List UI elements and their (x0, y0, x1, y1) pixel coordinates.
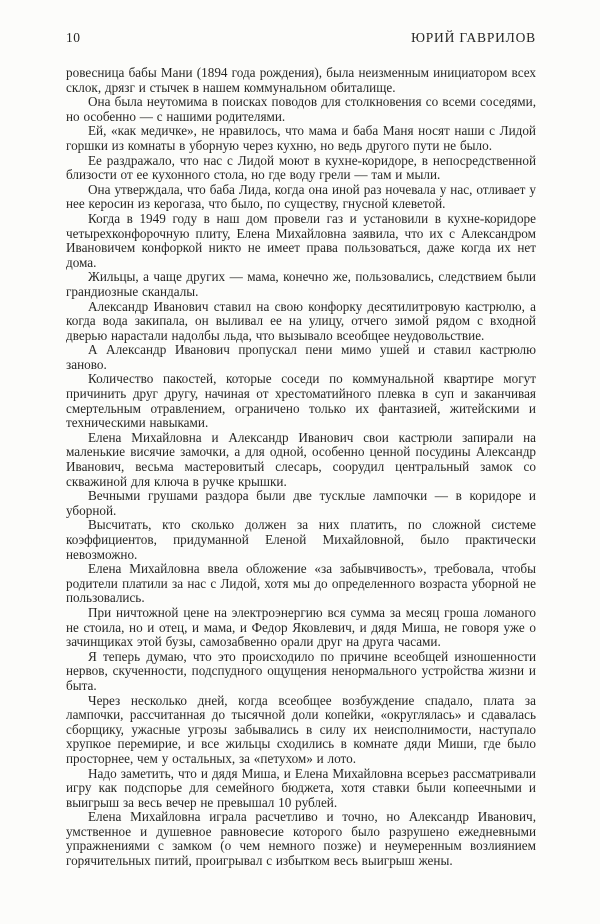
paragraph: Елена Михайловна ввела обложение «за забывчивость», требовала, чтобы родители платили за нас с Лидой, хотя мы до определенного возраста уборной не пользовались. (66, 561, 536, 606)
running-head-author: ЮРИЙ ГАВРИЛОВ (411, 30, 536, 45)
paragraph: Когда в 1949 году в наш дом провели газ и установили в кухне-коридоре четырехконфорочную плиту, Елена Михайловна заявила, что их с Александром Ивановичем конфоркой никто не имеет права пользоваться, даже когда их нет дома. (66, 210, 536, 270)
paragraph: Высчитать, кто сколько должен за них платить, по сложной системе коэффициентов, придуманной Еленой Михайловной, было практически невозможно. (66, 517, 536, 562)
paragraph: Вечными грушами раздора были две тусклые лампочки — в коридоре и уборной. (66, 488, 536, 518)
paragraph: Елена Михайловна и Александр Иванович свои кастрюли запирали на маленькие висячие замочки, а для одной, особенно ценной посудины Александр Иванович, весьма мастеровитый слесарь, соорудил центральный замок со скважиной для ключа в ручке крышки. (66, 429, 536, 489)
paragraph: Надо заметить, что и дядя Миша, и Елена Михайловна всерьез рассматривали игру как подспорье для семейного бюджета, хотя ставки были копеечными и выигрыш за весь вечер не превышал 10 рублей. (66, 765, 536, 810)
paragraph: Количество пакостей, которые соседи по коммунальной квартире могут причинить друг другу, начиная от хрестоматийного плевка в суп и заканчивая смертельным отравлением, ограничено только их фантазией, житейскими и техническими навыками. (66, 371, 536, 431)
paragraph: Она утверждала, что баба Лида, когда она иной раз ночевала у нас, отливает у нее керосин из керогаза, что было, по существу, гнусной клеветой. (66, 181, 536, 212)
running-header (66, 30, 536, 46)
text-block (66, 66, 536, 869)
paragraph: Ее раздражало, что нас с Лидой моют в кухне-коридоре, в непосредственной близости от ее кухонного стола, но где воду грели — там и мыли. (66, 152, 536, 183)
paragraph: А Александр Иванович пропускал пени мимо ушей и ставил кастрюлю заново. (66, 342, 536, 372)
page-number: 10 (66, 30, 81, 45)
paragraph: Александр Иванович ставил на свою конфорку десятилитровую кастрюлю, а когда вода закипала, он выливал ее на улицу, отчего зимой рядом с входной дверью нарастали надолбы льда, что вызывало всеобщее неудовольствие. (66, 298, 536, 343)
paragraph: ровесница бабы Мани (1894 года рождения), была неизменным инициатором всех склок, дрязг и стычек в нашем коммунальном обиталище. (66, 65, 536, 95)
paragraph: Через несколько дней, когда всеобщее возбуждение спадало, плата за лампочки, рассчитанная до тысячной доли копейки, «округлялась» и сдавалась сборщику, ужасные угрозы забывались в силу их неисполнимости, наступало хрупкое перемирие, и все жильцы сходились в комнате дяди Миши, где было просторнее, чем у остальных, за «петухом» и лото. (66, 692, 536, 766)
paragraph: При ничтожной цене на электроэнергию вся сумма за месяц гроша ломаного не стоила, но и отец, и мама, и Федор Яковлевич, и дядя Миша, не говоря уже о зачинщиках этой бузы, самозабвенно орали друг на друга часами. (66, 604, 536, 650)
paragraph: Я теперь думаю, что это происходило по причине всеобщей изношенности нервов, скученности, подспудного ощущения ненормального устройства жизни и быта. (66, 648, 536, 693)
paragraph: Елена Михайловна играла расчетливо и точно, но Александр Иванович, умственное и душевное равновесие которого было разрушено ежедневными упражнениями с замком (о чем немного позже) и неумеренным возлиянием горячительных питий, проигрывал с избытком весь выигрыш жены. (66, 809, 536, 869)
paragraph: Ей, «как медичке», не нравилось, что мама и баба Маня носят наши с Лидой горшки из комнаты в уборную через кухню, но ведь другого пути не было. (66, 123, 536, 153)
paragraph: Жильцы, а чаще других — мама, конечно же, пользовались, следствием были грандиозные скандалы. (66, 269, 536, 299)
paragraph: Она была неутомима в поисках поводов для столкновения со всеми соседями, но особенно — с нашими родителями. (66, 94, 536, 124)
